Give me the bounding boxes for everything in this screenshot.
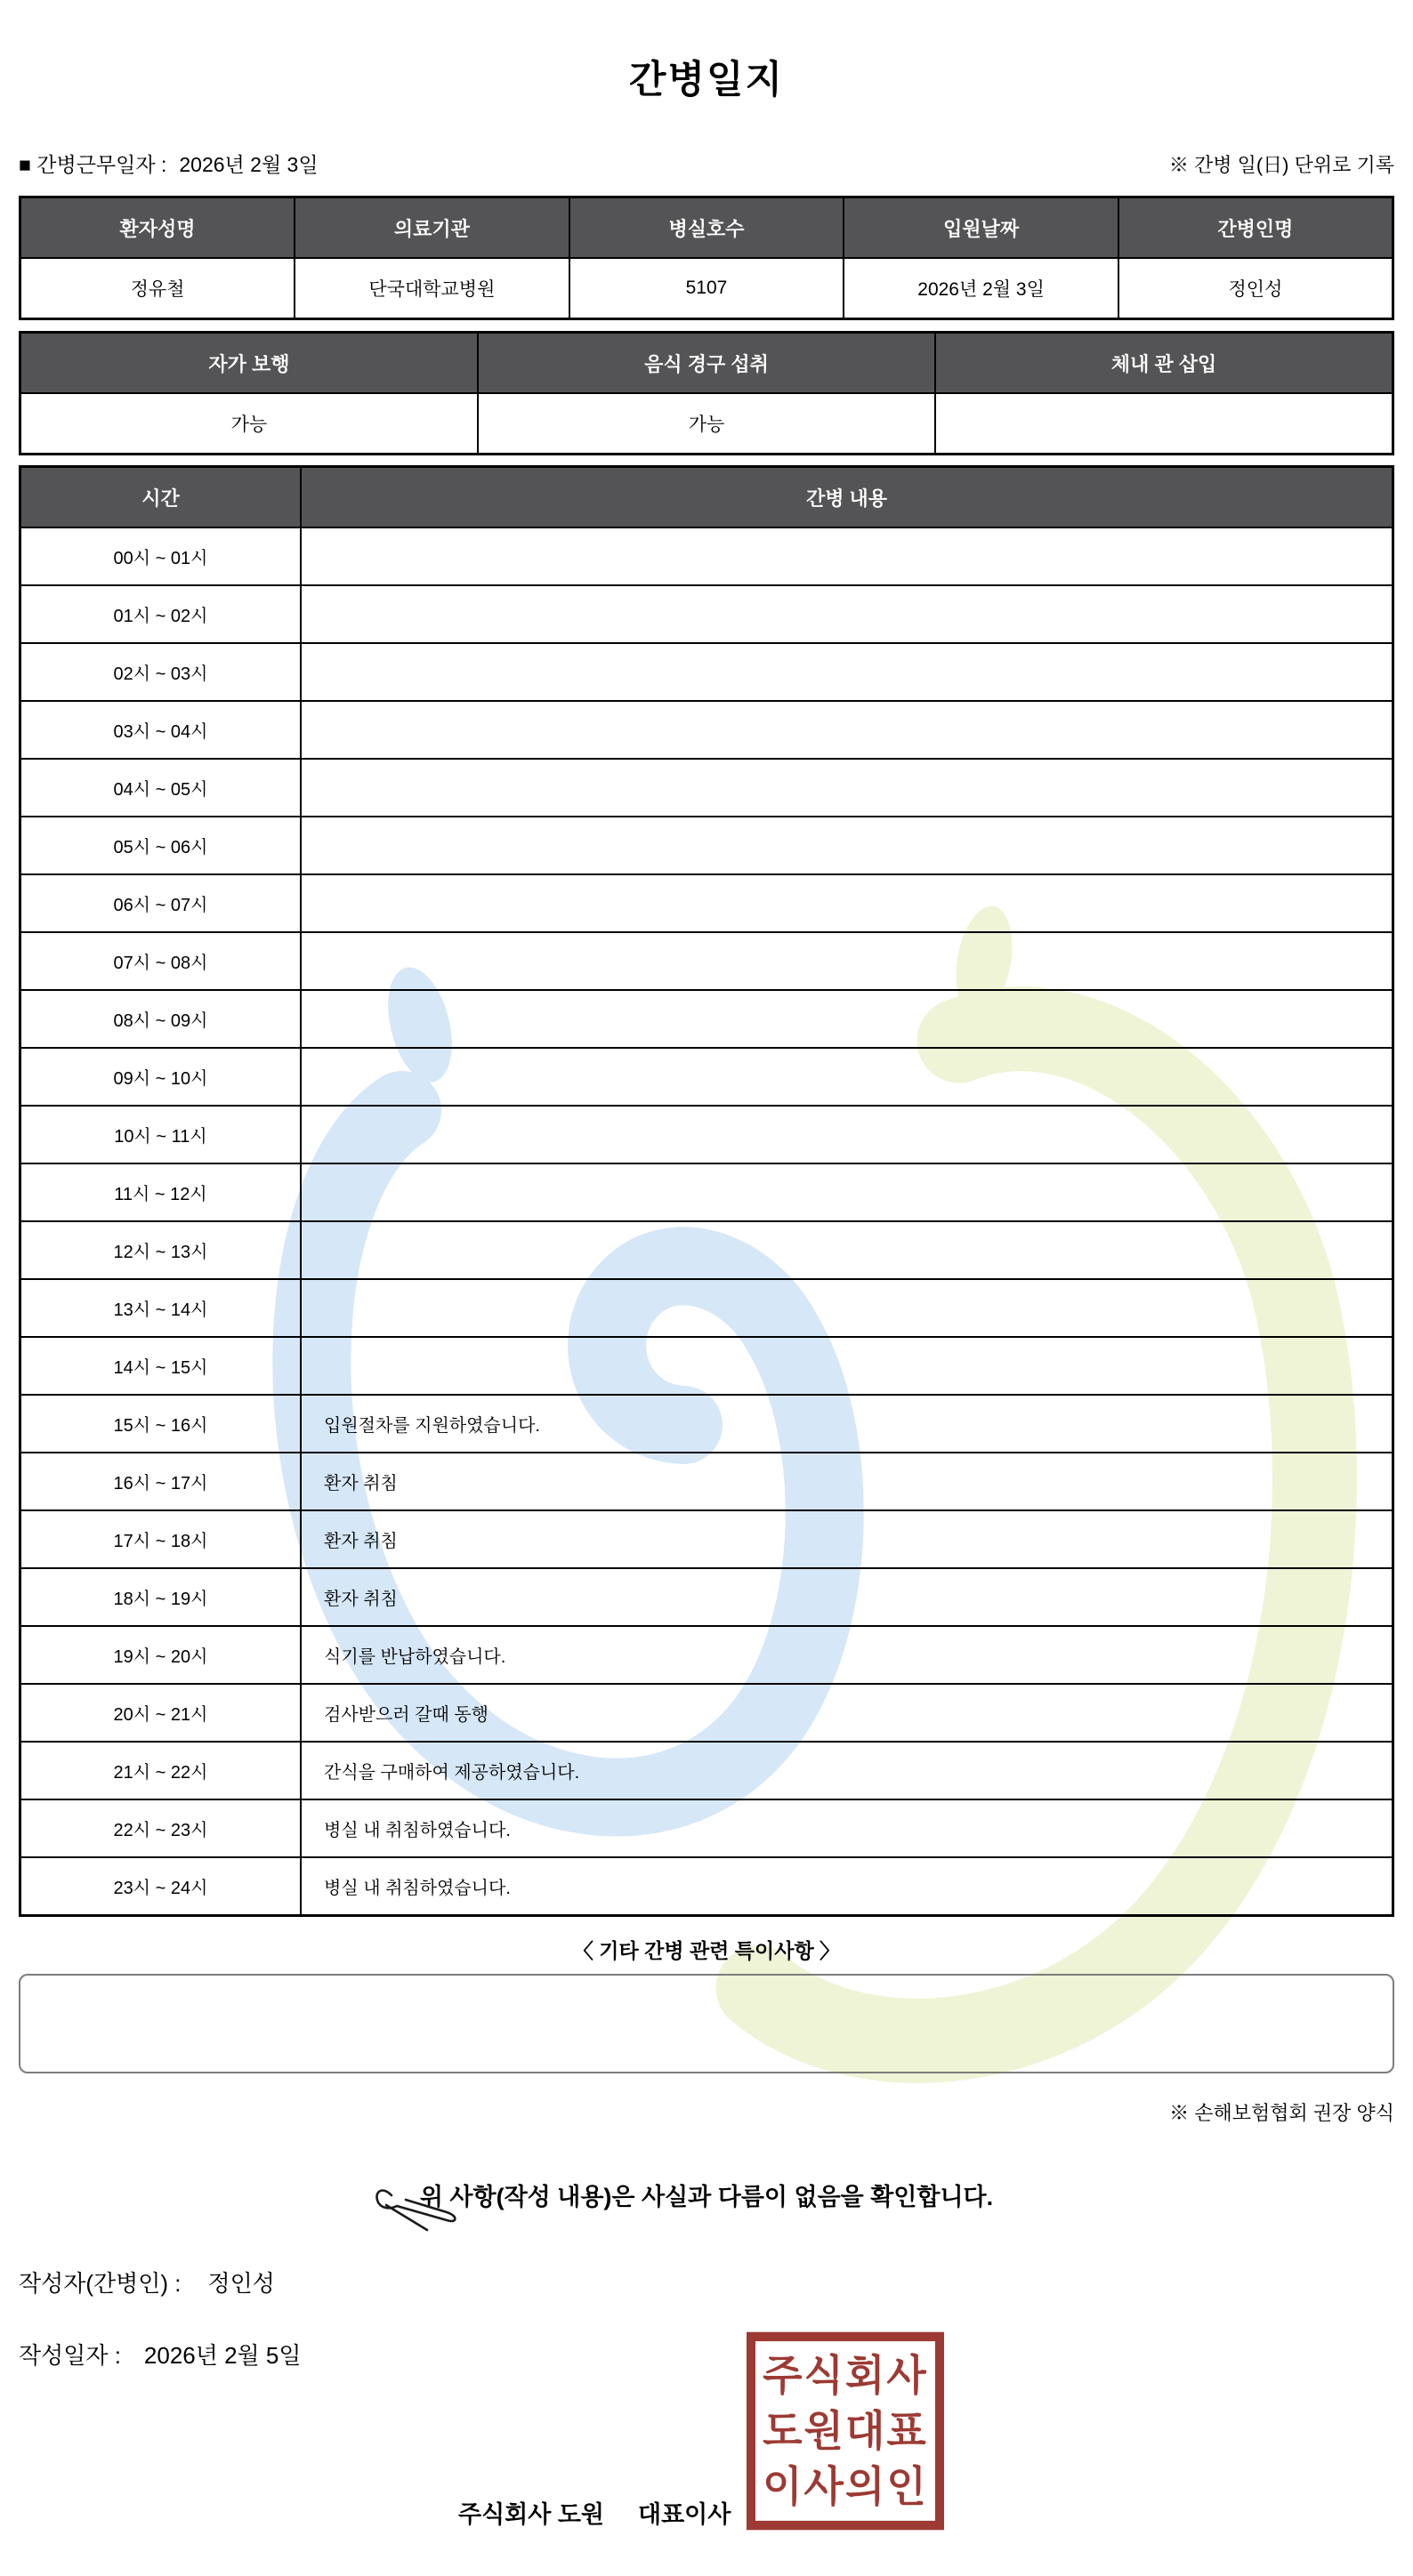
time-cell: 03시 ~ 04시 — [20, 701, 302, 759]
content-cell — [301, 1221, 1393, 1279]
care-log-row — [20, 1626, 1393, 1684]
header-care-content: 간병 내용 — [301, 467, 1393, 528]
content-cell — [301, 1337, 1393, 1395]
time-cell: 15시 ~ 16시 — [20, 1395, 302, 1453]
corporate-seal-stamp — [747, 2332, 944, 2531]
time-cell: 08시 ~ 09시 — [20, 990, 302, 1048]
content-cell: 환자 취침 — [301, 1453, 1393, 1510]
handwritten-signature — [372, 2181, 470, 2236]
content-cell — [301, 759, 1393, 817]
care-log-row — [20, 1510, 1393, 1568]
content-cell: 병실 내 취침하였습니다. — [301, 1799, 1393, 1857]
care-log-row — [20, 1048, 1393, 1106]
unit-note: ※ 간병 일(日) 단위로 기록 — [1168, 154, 1394, 176]
time-cell: 16시 ~ 17시 — [20, 1453, 302, 1510]
written-date-value: 2026년 2월 5일 — [143, 2342, 302, 2369]
care-log-row — [20, 1799, 1393, 1857]
content-cell — [301, 874, 1393, 932]
content-cell — [301, 1106, 1393, 1163]
written-date-line — [19, 2338, 1394, 2371]
company-role: 대표이사 — [638, 2501, 731, 2528]
care-log-row — [20, 1163, 1393, 1221]
content-cell: 간식을 구매하여 제공하였습니다. — [301, 1742, 1393, 1799]
time-cell: 12시 ~ 13시 — [20, 1221, 302, 1279]
content-cell — [301, 1163, 1393, 1221]
time-cell: 00시 ~ 01시 — [20, 527, 302, 585]
content-cell: 입원절차를 지원하였습니다. — [301, 1395, 1393, 1453]
time-cell: 02시 ~ 03시 — [20, 643, 302, 701]
content-cell — [301, 1279, 1393, 1337]
care-work-date — [19, 149, 319, 178]
confirmation-statement: 위 사항(작성 내용)은 사실과 다름이 없음을 확인합니다. — [419, 2184, 994, 2210]
time-cell: 14시 ~ 15시 — [20, 1337, 302, 1395]
patient-status-table — [19, 331, 1394, 455]
recommended-form-note: ※ 손해보험협회 권장 양식 — [1169, 2102, 1394, 2124]
header-internal-tube: 체내 관 삽입 — [935, 333, 1393, 394]
time-cell: 11시 ~ 12시 — [20, 1163, 302, 1221]
content-cell — [301, 701, 1393, 759]
writer-name: 정인성 — [207, 2270, 275, 2297]
written-date-label: 작성일자 : — [19, 2342, 121, 2369]
patient-info-value-row — [20, 258, 1393, 319]
value-oral-intake: 가능 — [478, 393, 935, 455]
time-cell: 01시 ~ 02시 — [20, 585, 302, 643]
value-internal-tube — [935, 393, 1393, 455]
company-name: 주식회사 도원 — [458, 2501, 604, 2528]
patient-info-table — [19, 196, 1394, 320]
time-cell: 06시 ~ 07시 — [20, 874, 302, 932]
value-patient-name: 정유철 — [20, 258, 295, 319]
care-work-date-value: 2026년 2월 3일 — [179, 153, 319, 176]
writer-line — [19, 2266, 1394, 2298]
time-cell: 20시 ~ 21시 — [20, 1684, 302, 1742]
care-log-row — [20, 1221, 1393, 1279]
content-cell — [301, 932, 1393, 990]
time-cell: 17시 ~ 18시 — [20, 1510, 302, 1568]
time-cell: 05시 ~ 06시 — [20, 817, 302, 874]
time-cell: 22시 ~ 23시 — [20, 1799, 302, 1857]
header-time: 시간 — [20, 467, 302, 528]
care-log-row — [20, 701, 1393, 759]
care-log-table — [19, 465, 1394, 1917]
header-self-walking: 자가 보행 — [20, 333, 478, 394]
time-cell: 19시 ~ 20시 — [20, 1626, 302, 1684]
time-cell: 09시 ~ 10시 — [20, 1048, 302, 1106]
time-cell: 18시 ~ 19시 — [20, 1568, 302, 1626]
care-log-row — [20, 1337, 1393, 1395]
value-self-walking: 가능 — [20, 393, 478, 455]
meta-row — [19, 149, 1394, 178]
special-notes-heading: 〈 기타 간병 관련 특이사항 〉 — [572, 1939, 841, 1962]
time-cell: 07시 ~ 08시 — [20, 932, 302, 990]
special-notes-box — [19, 1974, 1394, 2073]
header-patient-name: 환자성명 — [20, 197, 295, 259]
care-log-row — [20, 1453, 1393, 1510]
writer-label: 작성자(간병인) : — [19, 2270, 182, 2297]
time-cell: 10시 ~ 11시 — [20, 1106, 302, 1163]
care-log-row — [20, 874, 1393, 932]
content-cell: 병실 내 취침하였습니다. — [301, 1857, 1393, 1916]
content-cell: 검사받으러 갈때 동행 — [301, 1684, 1393, 1742]
patient-status-value-row — [20, 393, 1393, 455]
care-log-row — [20, 1742, 1393, 1799]
care-log-row — [20, 759, 1393, 817]
time-cell: 04시 ~ 05시 — [20, 759, 302, 817]
header-room-number: 병실호수 — [569, 197, 844, 259]
value-medical-institution: 단국대학교병원 — [295, 258, 569, 319]
value-room-number: 5107 — [569, 258, 844, 319]
content-cell — [301, 1048, 1393, 1106]
time-cell: 23시 ~ 24시 — [20, 1857, 302, 1916]
care-log-row — [20, 817, 1393, 874]
content-cell — [301, 585, 1393, 643]
care-log-row — [20, 1106, 1393, 1163]
care-log-row — [20, 990, 1393, 1048]
content-cell — [301, 817, 1393, 874]
care-log-row — [20, 585, 1393, 643]
content-cell: 환자 취침 — [301, 1568, 1393, 1626]
content-cell — [301, 643, 1393, 701]
care-log-row — [20, 1568, 1393, 1626]
header-caregiver-name: 간병인명 — [1118, 197, 1393, 259]
content-cell: 환자 취침 — [301, 1510, 1393, 1568]
care-log-row — [20, 1279, 1393, 1337]
content-cell: 식기를 반납하였습니다. — [301, 1626, 1393, 1684]
care-log-row — [20, 1395, 1393, 1453]
care-log-row — [20, 1684, 1393, 1742]
care-log-row — [20, 1857, 1393, 1916]
time-cell: 13시 ~ 14시 — [20, 1279, 302, 1337]
header-medical-institution: 의료기관 — [295, 197, 569, 259]
care-work-date-label: ■ 간병근무일자 : — [19, 153, 167, 176]
value-caregiver-name: 정인성 — [1118, 258, 1393, 319]
content-cell — [301, 527, 1393, 585]
stamp-line: 주식회사 — [763, 2351, 928, 2400]
header-oral-intake: 음식 경구 섭취 — [478, 333, 935, 394]
time-cell: 21시 ~ 22시 — [20, 1742, 302, 1799]
stamp-line: 이사의인 — [763, 2462, 928, 2511]
care-log-row — [20, 527, 1393, 585]
content-cell — [301, 990, 1393, 1048]
header-admission-date: 입원날짜 — [844, 197, 1118, 259]
care-log-row — [20, 932, 1393, 990]
stamp-line: 도원대표 — [763, 2406, 928, 2456]
page-title: 간병일지 — [628, 59, 785, 101]
patient-info-header-row — [20, 197, 1393, 259]
value-admission-date: 2026년 2월 3일 — [844, 258, 1118, 319]
care-log-row — [20, 643, 1393, 701]
care-log-header-row — [20, 467, 1393, 528]
patient-status-header-row — [20, 333, 1393, 394]
